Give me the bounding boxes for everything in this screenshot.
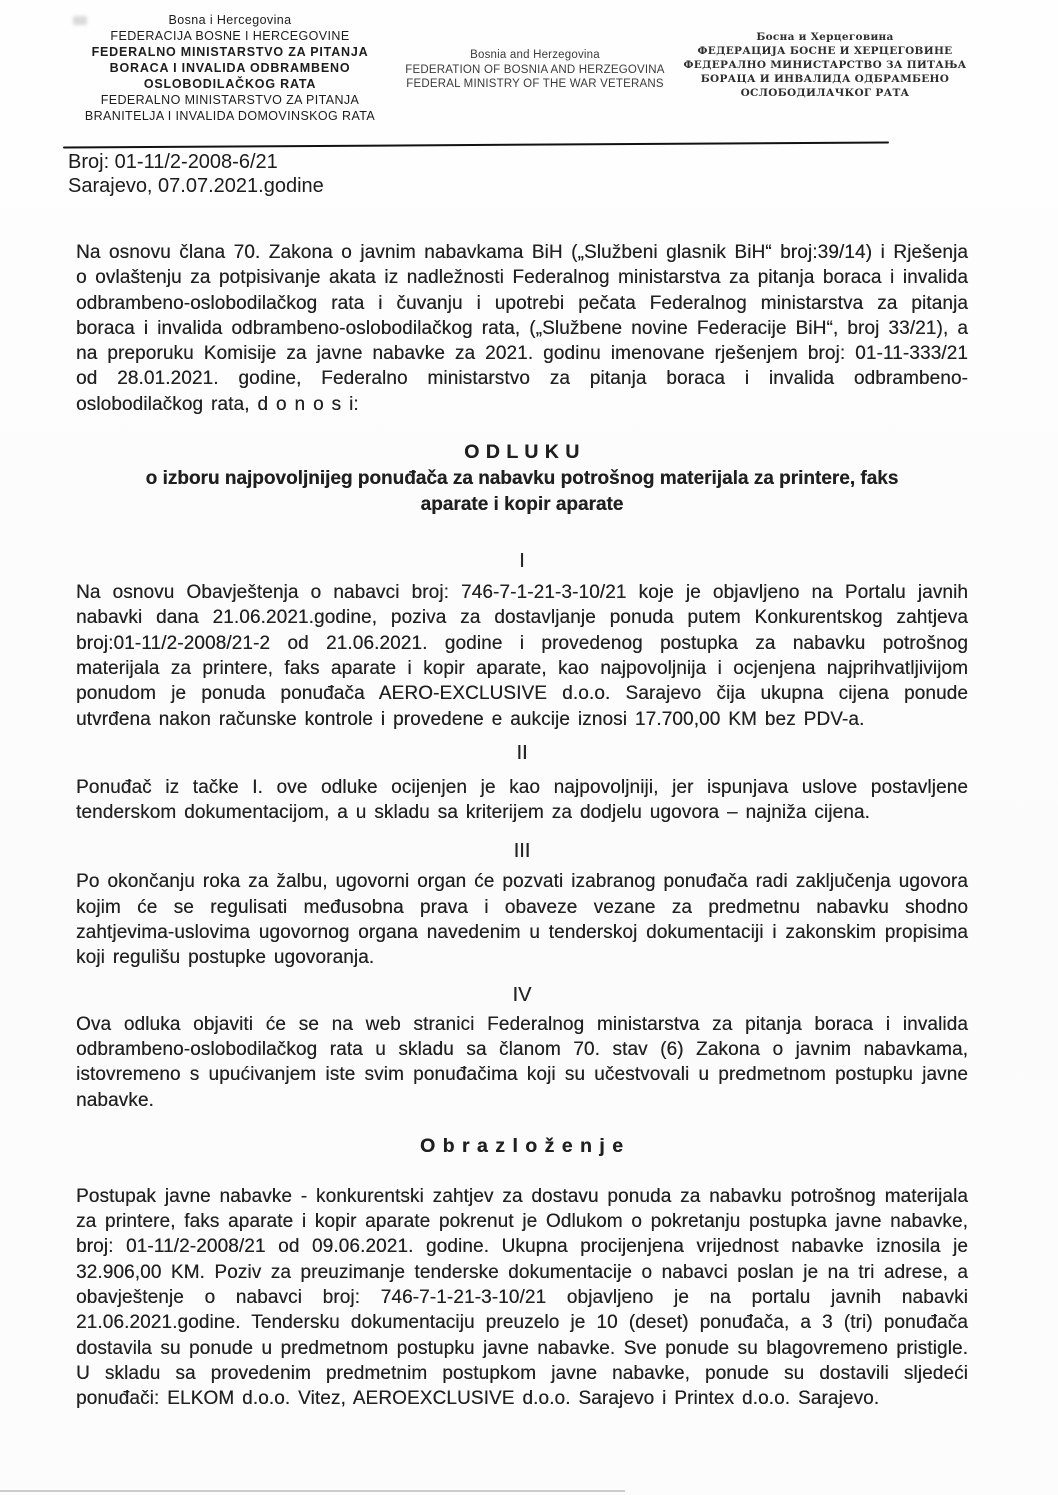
header-divider-rule xyxy=(63,141,889,148)
letterhead-cyrillic-block xyxy=(680,30,970,100)
section-numeral-1: I xyxy=(519,550,525,573)
letterhead-line: Босна и Херцеговина xyxy=(756,31,894,43)
scan-edge-artifact xyxy=(0,1490,625,1492)
section-paragraph-1: Na osnovu Obavještenja o nabavci broj: 746-7-1-21-3-10/21 koje je objavljeno na Portalu javnih nabavki dana 21.06.2021.godine, poziva za dostavljanje ponuda putem Konkurentskog zahtjeva broj:01-11/2-2008/21-2 od 21.06.2021. godine i provedenog postupka za nabavku potrošnog materijala za printere, faks aparate i kopir aparate, kao najpovoljnija i ocjenjena najprihvatljivijom ponudom je ponuda ponuđača AERO-EXCLUSIVE d.o.o. Sarajevo čija ukupna cijena ponude utvrđena nakon računske kontrole i provedene e aukcije iznosi 17.700,00 KM bez PDV-a. xyxy=(76,582,968,730)
letterhead-line: Bosnia and Herzegovina xyxy=(470,49,600,61)
preamble-paragraph: Na osnovu člana 70. Zakona o javnim nabavkama BiH („Službeni glasnik BiH“ broj:39/14) i Rješenja o ovlaštenju za potpisivanje akata iz nadležnosti Federalnog ministarstva za pitanja boraca i invalida odbrambeno-oslobodilačkog rata i čuvanju i upotrebi pečata Federalnog ministarstva za pitanja boraca i invalida odbrambeno-oslobodilačkog rata, („Službene novine Federacije BiH“, broj 33/21), a na preporuku Komisije za javne nabavke za 2021. godinu imenovane rješenjem broj: 01-11-333/21 od 28.01.2021. godine, Federalno ministarstvo za pitanja boraca i invalida odbrambeno-oslobodilačkog rata, d o n o s i: xyxy=(76,242,968,415)
letterhead-line: БОРАЦА И ИНВАЛИДА ОДБРАМБЕНО xyxy=(700,73,950,85)
section-paragraph-4: Ova odluka objaviti će se na web stranici Federalnog ministarstva za pitanja boraca i invalida odbrambeno-oslobodilačkog rata u skladu sa članom 70. stav (6) Zakona o javnim nabavkama, istovremeno s upućivanjem iste svim ponuđačima koji su učestvovali u predmetnom postupku javne nabavke. xyxy=(76,1013,968,1111)
section-numeral-4: IV xyxy=(512,983,532,1006)
decision-title: O D L U K U xyxy=(464,441,580,464)
reference-number: Broj: 01-11/2-2008-6/21 xyxy=(68,151,278,173)
letterhead-line: BORACA I INVALIDA ODBRAMBENO xyxy=(109,61,351,75)
letterhead-line: FEDERAL MINISTRY OF THE WAR VETERANS xyxy=(406,78,664,90)
letterhead-english-block xyxy=(400,48,670,92)
letterhead-line: ОСЛОБОДИЛАЧКОГ РАТА xyxy=(740,87,910,99)
letterhead-line: FEDERATION OF BOSNIA AND HERZEGOVINA xyxy=(405,63,665,76)
scan-smudge-artifact xyxy=(73,16,87,25)
section-numeral-3: III xyxy=(513,840,531,863)
letterhead-line: ФЕДЕРАЦИЈА БОСНЕ И ХЕРЦЕГОВИНЕ xyxy=(697,45,953,57)
explanation-paragraph: Postupak javne nabavke - konkurentski zahtjev za dostavu ponuda za nabavku potrošnog materijala za printere, faks aparate i kopir aparate pokrenut je Odlukom o pokretanju postupka javne nabavke, broj: 01-11/2-2008/21 od 09.06.2021. godine. Ukupna procijenjena vrijednost nabavke iznosila je 32.906,00 KM. Poziv za preuzimanje tenderske dokumentacije o nabavci poslan je na tri adrese, a obavještenje o nabavci broj: 746-7-1-21-3-10/21 objavljeno je na portalu javnih nabavki 21.06.2021.godine. Tendersku dokumentaciju preuzelo je 10 (deset) ponuđača, a 3 (tri) ponuđača dostavila su ponude u predmetnom postupku javne nabavke. Sve ponude su blagovremeno pristigle. U skladu sa provedenim predmetnim postupkom javne nabavke, ponude su dostavili sljedeći ponuđači: ELKOM d.o.o. Vitez, AEROEXCLUSIVE d.o.o. Sarajevo i Printex d.o.o. Sarajevo. xyxy=(76,1185,968,1410)
section-paragraph-2: Ponuđač iz tačke I. ove odluke ocijenjen je kao najpovoljniji, jer ispunjava uslove postavljene tenderskom dokumentacijom, a u skladu sa kriterijem za dodjelu ugovora – najniža cijena. xyxy=(76,776,968,824)
letterhead xyxy=(0,0,1058,124)
letterhead-line: FEDERACIJA BOSNE I HERCEGOVINE xyxy=(110,29,350,43)
reference-place-date: Sarajevo, 07.07.2021.godine xyxy=(68,175,324,197)
letterhead-line: BRANITELJA I INVALIDA DOMOVINSKOG RATA xyxy=(84,109,376,123)
explanation-heading: O b r a z l o ž e n j e xyxy=(420,1134,624,1157)
letterhead-line: ФЕДЕРАЛНО МИНИСТАРСТВО ЗА ПИТАЊА xyxy=(683,59,967,71)
letterhead-line: Bosna i Hercegovina xyxy=(168,13,292,27)
letterhead-line: FEDERALNO MINISTARSTVO ZA PITANJA xyxy=(91,45,369,59)
section-paragraph-3: Po okončanju roka za žalbu, ugovorni organ će pozvati izabranog ponuđača radi zaključenja ugovora kojim će se regulisati međusobna prava i obaveze vezane za predmetnu nabavku shodno zahtjevima-uslovima ugovornog organa navedenim u tenderskoj dokumentaciji i zakonskim propisima koji regulišu postupke ugovoranja. xyxy=(76,871,968,969)
reference-block xyxy=(68,150,1058,198)
letterhead-bosnian-block xyxy=(80,12,380,124)
letterhead-line: OSLOBODILAČKOG RATA xyxy=(143,77,317,91)
letterhead-line: FEDERALNO MINISTARSTVO ZA PITANJA xyxy=(100,93,360,107)
section-numeral-2: II xyxy=(516,741,528,764)
document-body xyxy=(0,240,1058,1412)
decision-subtitle: o izboru najpovoljnijeg ponuđača za nabavku potrošnog materijala za printere, faks aparate i kopir aparate xyxy=(145,468,899,516)
